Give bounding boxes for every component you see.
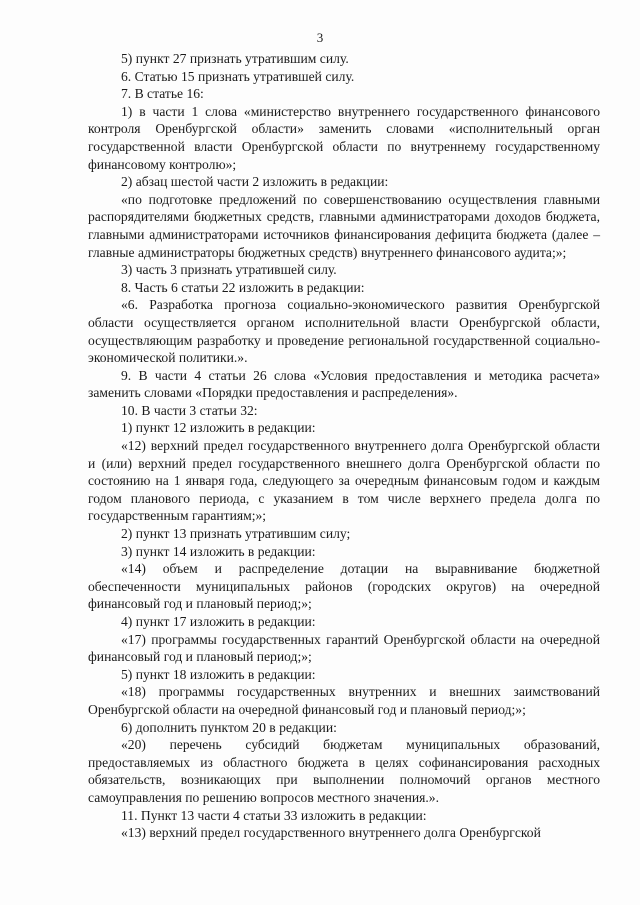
paragraph: «по подготовке предложений по совершенствованию осуществления главными распорядителями бюджетных средств, главными администраторами доходов бюджета, главными администраторами источников финансирования дефицита бюджета (далее – главные администраторы бюджетных средств) внутреннего финансового аудита;»;	[88, 191, 600, 260]
paragraph: 2) пункт 13 признать утратившим силу;	[121, 526, 351, 542]
paragraph: 6) дополнить пунктом 20 в редакции:	[121, 719, 337, 735]
paragraph: 1) в части 1 слова «министерство внутреннего государственного финансового контроля Оренбургской области» заменить словами «исполнительный орган государственной власти Оренбургской области по внутреннему государственному финансовому контролю»;	[88, 103, 600, 172]
paragraph: «17) программы государственных гарантий Оренбургской области на очередной финансовый год и плановый период;»;	[88, 631, 600, 665]
paragraph: 11. Пункт 13 части 4 статьи 33 изложить в редакции:	[121, 807, 427, 823]
paragraph: 3) пункт 14 изложить в редакции:	[121, 543, 316, 559]
paragraph: 5) пункт 18 изложить в редакции:	[121, 666, 316, 682]
paragraph: 10. В части 3 статьи 32:	[121, 402, 258, 418]
paragraph: 6. Статью 15 признать утратившей силу.	[121, 68, 355, 84]
paragraph: 8. Часть 6 статьи 22 изложить в редакции:	[121, 279, 365, 295]
paragraph: «6. Разработка прогноза социально-экономического развития Оренбургской области осуществляется органом исполнительной власти Оренбургской области, осуществляющим разработку и проведение региональной государственной социально-экономической политики.».	[88, 297, 600, 366]
paragraph: 2) абзац шестой части 2 изложить в редакции:	[121, 174, 389, 190]
document-body	[88, 50, 600, 842]
paragraph: «18) программы государственных внутренних и внешних заимствований Оренбургской области на очередной финансовый год и плановый период;»;	[88, 684, 600, 717]
paragraph: 7. В статье 16:	[121, 86, 204, 102]
paragraph: 1) пункт 12 изложить в редакции:	[121, 420, 316, 436]
paragraph: 5) пункт 27 признать утратившим силу.	[121, 51, 349, 66]
paragraph: «13) верхний предел государственного внутреннего долга Оренбургской	[121, 825, 541, 841]
page-number: 3	[316, 30, 324, 45]
paragraph: «12) верхний предел государственного внутреннего долга Оренбургской области и (или) верхний предел государственного внешнего долга Оренбургской области по состоянию на 1 января года, следующего за очередным финансовым годом и каждым годом планового периода, с указанием в том числе верхнего предела долга по государственным гарантиям;»;	[88, 438, 600, 524]
paragraph: 9. В части 4 статьи 26 слова «Условия предоставления и методика расчета» заменить словами «Порядки предоставления и распределения».	[88, 367, 600, 401]
paragraph: «20) перечень субсидий бюджетам муниципальных образований, предоставляемых из областного бюджета в целях софинансирования расходных обязательств, возникающих при выполнении полномочий органов местного самоуправления по решению вопросов местного значения.».	[88, 737, 600, 805]
paragraph: 3) часть 3 признать утратившей силу.	[121, 262, 337, 278]
paragraph: 4) пункт 17 изложить в редакции:	[121, 614, 316, 629]
paragraph: «14) объем и распределение дотации на выравнивание бюджетной обеспеченности муниципальных районов (городских округов) на очередной финансовый год и плановый период;»;	[88, 561, 600, 612]
